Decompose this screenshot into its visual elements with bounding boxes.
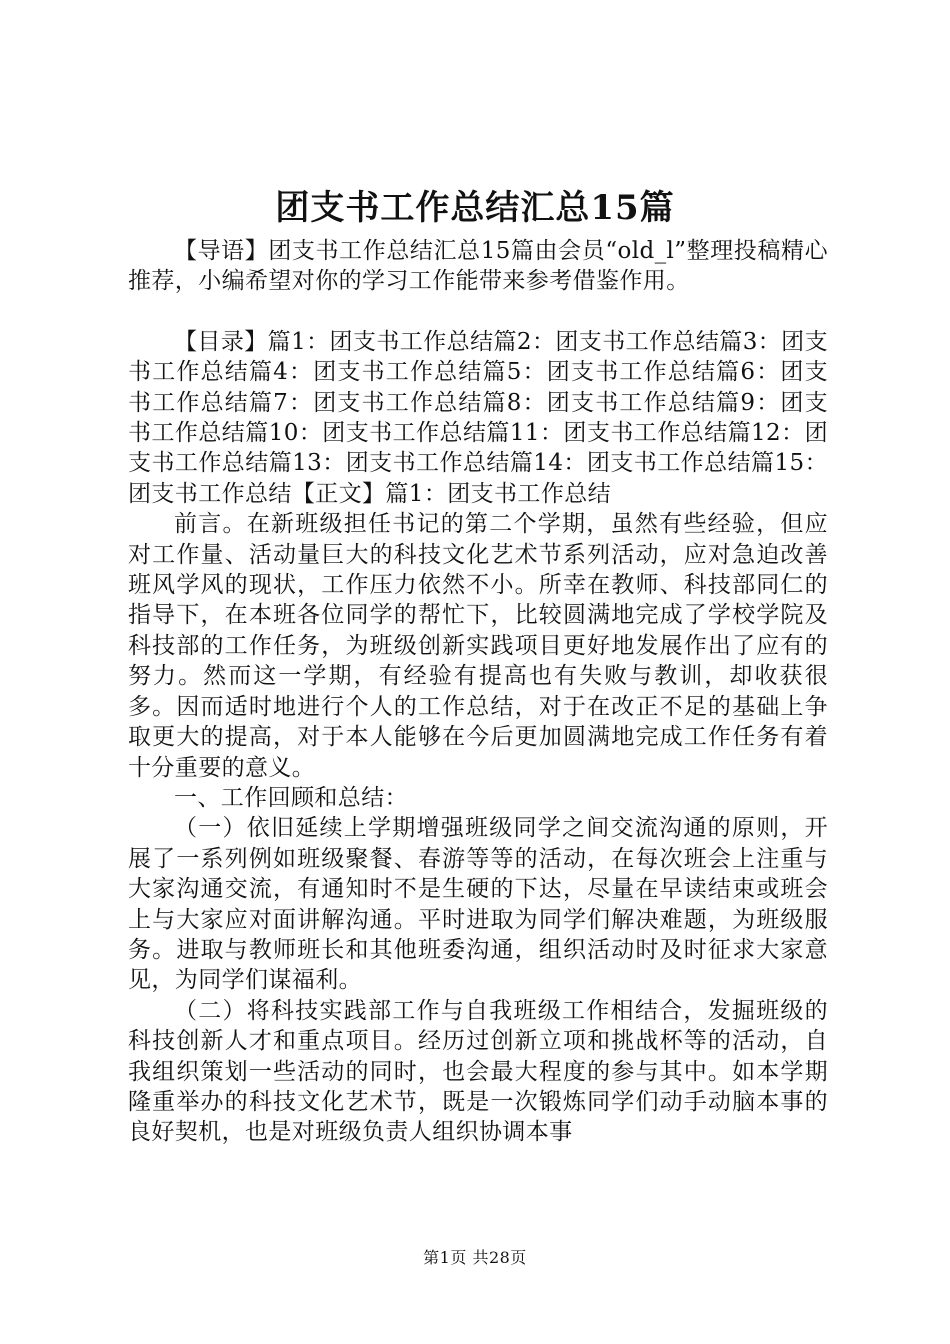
preface-paragraph: 前言。在新班级担任书记的第二个学期，虽然有些经验，但应对工作量、活动量巨大的科技文化艺术节系列活动，应对急迫改善班风学风的现状，工作压力依然不小。所幸在教师、科技部同仁的指导下，在本班各位同学的帮忙下，比较圆满地完成了学校学院及科技部的工作任务，为班级创新实践项目更好地发展作出了应有的努力。然而这一学期，有经验有提高也有失败与教训，却收获很多。因而适时地进行个人的工作总结，对于在改正不足的基础上争取更大的提高，对于本人能够在今后更加圆满地完成工作任务有着十分重要的意义。 <box>128 511 828 781</box>
paragraph-spacer <box>128 297 828 327</box>
section-item-1-paragraph: （一）依旧延续上学期增强班级同学之间交流沟通的原则，开展了一系列例如班级聚餐、春游等等的活动，在每次班会上注重与大家沟通交流，有通知时不是生硬的下达，尽量在早读结束或班会上与大家应对面讲解沟通。平时进取为同学们解决难题，为班级服务。进取与教师班长和其他班委沟通，组织活动时及时征求大家意见，为同学们谋福利。 <box>128 815 828 994</box>
table-of-contents-paragraph: 【目录】篇1：团支书工作总结篇2：团支书工作总结篇3：团支书工作总结篇4：团支书工作总结篇5：团支书工作总结篇6：团支书工作总结篇7：团支书工作总结篇8：团支书工作总结篇9：团支书工作总结篇10：团支书工作总结篇11：团支书工作总结篇12：团支书工作总结篇13：团支书工作总结篇14：团支书工作总结篇15：团支书工作总结【正文】篇1：团支书工作总结 <box>128 328 828 507</box>
page-number-footer: 第1页 共28页 <box>423 1248 527 1267</box>
document-body <box>128 236 828 1148</box>
section-heading: 一、工作回顾和总结： <box>174 784 408 811</box>
intro-paragraph: 【导语】团支书工作总结汇总15篇由会员“old_l”整理投稿精心推荐，小编希望对你的学习工作能带来参考借鉴作用。 <box>128 238 828 295</box>
document-title: 团支书工作总结汇总15篇 <box>275 188 675 228</box>
section-item-2-paragraph: （二）将科技实践部工作与自我班级工作相结合，发掘班级的科技创新人才和重点项目。经历过创新立项和挑战杯等的活动，自我组织策划一些活动的同时，也会最大程度的参与其中。如本学期隆重举办的科技文化艺术节，既是一次锻炼同学们动手动脑本事的良好契机，也是对班级负责人组织协调本事 <box>128 997 828 1146</box>
